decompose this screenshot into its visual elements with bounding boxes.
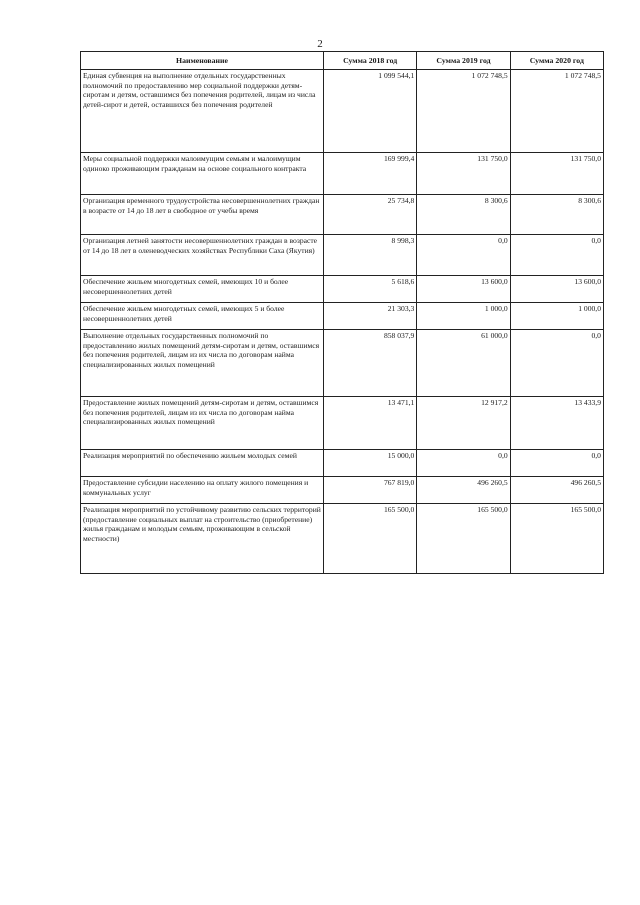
row-2019: 12 917,2 [417, 397, 510, 450]
row-2020: 0,0 [510, 330, 603, 397]
table-row [81, 70, 604, 153]
table-row [81, 195, 604, 235]
row-2020: 0,0 [510, 235, 603, 276]
header-2020: Сумма 2020 год [510, 52, 603, 70]
row-2019: 0,0 [417, 450, 510, 477]
row-name: Обеспечение жильем многодетных семей, имеющих 10 и более несовершеннолетних детей [81, 276, 324, 303]
row-2020: 13 600,0 [510, 276, 603, 303]
row-2018: 21 303,3 [324, 303, 417, 330]
row-name: Единая субвенция на выполнение отдельных государственных полномочий по предоставлению мер социальной поддержки детям-сиротам и детям, оставшимся без попечения родителей, лицам из числа детей-сирот и детей, оставшихся без попечения родителей [81, 70, 324, 153]
row-2018: 13 471,1 [324, 397, 417, 450]
row-2018: 858 037,9 [324, 330, 417, 397]
row-2019: 8 300,6 [417, 195, 510, 235]
row-name: Организация временного трудоустройства несовершеннолетних граждан в возрасте от 14 до 18 лет в свободное от учебы время [81, 195, 324, 235]
row-2018: 8 998,3 [324, 235, 417, 276]
budget-table [80, 51, 604, 574]
table-row [81, 450, 604, 477]
row-name: Выполнение отдельных государственных полномочий по предоставлению жилых помещений детям-сиротам и детям, оставшимся без попечения родителей, лицам из их числа по договорам найма специализированных жилых помещений [81, 330, 324, 397]
header-2018: Сумма 2018 год [324, 52, 417, 70]
table-row [81, 303, 604, 330]
row-2018: 1 099 544,1 [324, 70, 417, 153]
row-name: Организация летней занятости несовершеннолетних граждан в возрасте от 14 до 18 лет в оленеводческих хозяйствах Республики Саха (Якутия) [81, 235, 324, 276]
table-header-row [81, 52, 604, 70]
row-name: Предоставление субсидии населению на оплату жилого помещения и коммунальных услуг [81, 477, 324, 504]
table-row [81, 330, 604, 397]
row-2019: 131 750,0 [417, 153, 510, 195]
row-2020: 1 000,0 [510, 303, 603, 330]
row-2018: 15 000,0 [324, 450, 417, 477]
table-row [81, 504, 604, 574]
row-name: Реализация мероприятий по обеспечению жильем молодых семей [81, 450, 324, 477]
row-2018: 169 999,4 [324, 153, 417, 195]
row-2019: 1 072 748,5 [417, 70, 510, 153]
header-name: Наименование [81, 52, 324, 70]
row-name: Предоставление жилых помещений детям-сиротам и детям, оставшимся без попечения родителей, лицам из их числа по договорам найма специализированных жилых помещений [81, 397, 324, 450]
row-2020: 8 300,6 [510, 195, 603, 235]
row-2020: 165 500,0 [510, 504, 603, 574]
row-2020: 0,0 [510, 450, 603, 477]
row-2019: 61 000,0 [417, 330, 510, 397]
row-2020: 131 750,0 [510, 153, 603, 195]
row-2018: 5 618,6 [324, 276, 417, 303]
row-2019: 1 000,0 [417, 303, 510, 330]
row-2018: 767 819,0 [324, 477, 417, 504]
table-row [81, 235, 604, 276]
table-row [81, 276, 604, 303]
table-row [81, 153, 604, 195]
page-number: 2 [317, 38, 323, 50]
header-2019: Сумма 2019 год [417, 52, 510, 70]
row-2019: 0,0 [417, 235, 510, 276]
row-name: Обеспечение жильем многодетных семей, имеющих 5 и более несовершеннолетних детей [81, 303, 324, 330]
table-row [81, 477, 604, 504]
row-2019: 165 500,0 [417, 504, 510, 574]
row-2020: 13 433,9 [510, 397, 603, 450]
row-name: Реализация мероприятий по устойчивому развитию сельских территорий (предоставление социальных выплат на строительство (приобретение) жилья гражданам и молодым семьям, проживающим в сельской местности) [81, 504, 324, 574]
row-2019: 496 260,5 [417, 477, 510, 504]
row-name: Меры социальной поддержки малоимущим семьям и малоимущим одиноко проживающим гражданам на основе социального контракта [81, 153, 324, 195]
row-2018: 165 500,0 [324, 504, 417, 574]
row-2020: 496 260,5 [510, 477, 603, 504]
row-2018: 25 734,8 [324, 195, 417, 235]
row-2020: 1 072 748,5 [510, 70, 603, 153]
table-row [81, 397, 604, 450]
row-2019: 13 600,0 [417, 276, 510, 303]
